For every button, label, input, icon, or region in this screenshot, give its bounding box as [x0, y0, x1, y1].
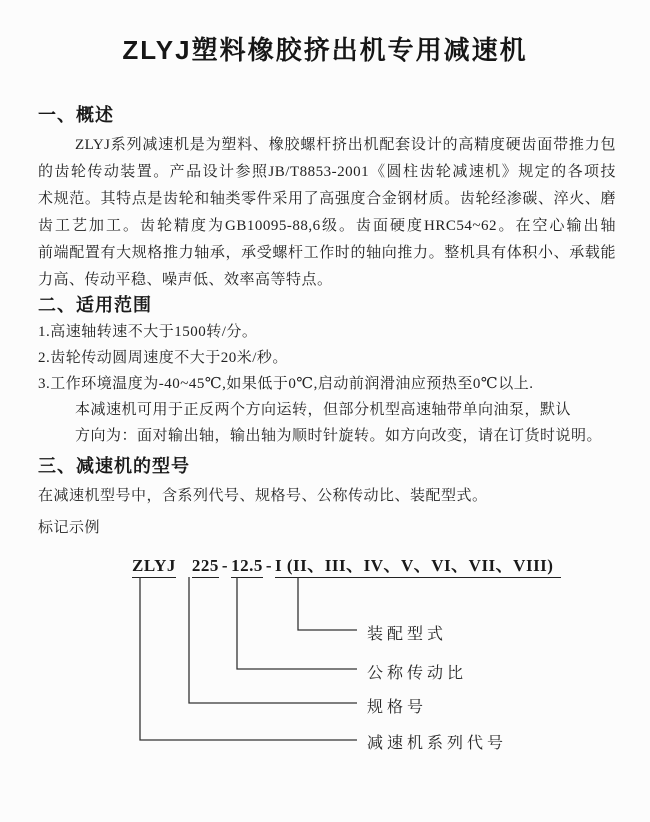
overview-line: ZLYJ系列减速机是为塑料、橡胶螺杆挤出机配套设计的高精度硬齿面带推力包	[75, 137, 616, 153]
callout-label-size: 规格号	[367, 699, 428, 716]
scope-item-continuation: 方向为：面对输出轴，输出轴为顺时针旋转。如方向改变，请在订货时说明。	[75, 428, 603, 444]
overview-line: 前端配置有大规格推力轴承，承受螺杆工作时的轴向推力。整机具有体积小、承载能	[38, 245, 616, 261]
section-heading-scope: 二、适用范围	[38, 295, 152, 315]
model-intro: 在减速机型号中，含系列代号、规格号、公称传动比、装配型式。	[38, 488, 488, 504]
model-dash: -	[265, 556, 272, 575]
callout-line-ratio	[237, 577, 357, 669]
model-designation	[132, 551, 561, 576]
model-example-label: 标记示例	[38, 520, 101, 536]
model-ratio-code: 12.5	[231, 556, 263, 578]
model-series-code: ZLYJ	[132, 556, 176, 578]
model-dash: -	[221, 556, 229, 575]
overview-line: 的齿轮传动装置。产品设计参照JB/T8853-2001《圆柱齿轮减速机》规定的各项技	[38, 164, 616, 180]
scope-item-continuation: 本减速机可用于正反两个方向运转，但部分机型高速轴带单向油泵，默认	[75, 402, 572, 418]
model-size-code: 225	[192, 556, 219, 578]
scope-item: 1.高速轴转速不大于1500转/分。	[38, 324, 258, 340]
page-title: ZLYJ塑料橡胶挤出机专用减速机	[122, 35, 528, 65]
section-heading-overview: 一、概述	[38, 105, 114, 125]
callout-line-size	[189, 577, 357, 703]
callout-line-assembly	[298, 577, 357, 630]
section-heading-model: 三、减速机的型号	[38, 456, 190, 476]
callout-label-series: 减速机系列代号	[367, 735, 508, 752]
scope-item: 2.齿轮传动圆周速度不大于20米/秒。	[38, 350, 288, 366]
scope-item: 3.工作环境温度为-40~45℃,如果低于0℃,启动前润滑油应预热至0℃以上.	[38, 376, 534, 392]
callout-label-assembly: 装配型式	[367, 626, 448, 643]
callout-label-ratio: 公称传动比	[367, 665, 468, 682]
overview-line: 齿工艺加工。齿轮精度为GB10095-88,6级。齿面硬度HRC54~62。在空心输出轴	[38, 218, 616, 234]
overview-line: 术规范。其特点是齿轮和轴类零件采用了高强度合金钢材质。齿轮经渗碳、淬火、磨	[38, 191, 616, 207]
model-assembly-code: I (II、III、IV、V、VI、VII、VIII)	[275, 556, 561, 578]
callout-line-series	[140, 577, 357, 740]
overview-line: 力高、传动平稳、噪声低、效率高等特点。	[38, 272, 333, 288]
